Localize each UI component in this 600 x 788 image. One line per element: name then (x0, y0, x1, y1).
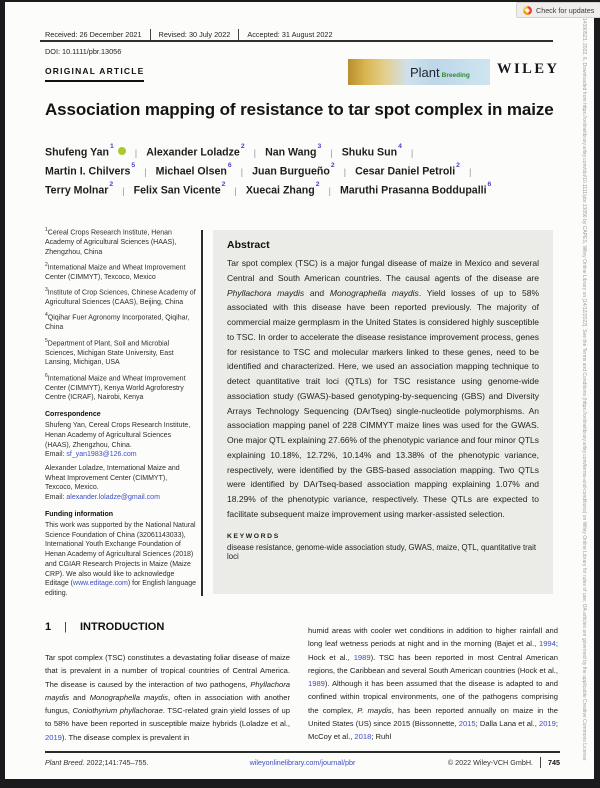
inline-link[interactable]: 2018 (354, 732, 372, 742)
affiliation (45, 226, 196, 257)
column-divider (201, 230, 203, 596)
funding-text (45, 521, 196, 599)
affiliation-text: Cereal Crops Research Institute, Henan Academy of Agricultural Sciences (HAAS), Zhengzhou, China (45, 229, 177, 256)
author-name: Felix San Vicente (133, 184, 221, 197)
text-segment: Coniothyrium phyllachorae (72, 706, 163, 716)
author-name: Nan Wang (265, 146, 317, 159)
author-separator: | (253, 147, 257, 159)
author-name: Cesar Daniel Petroli (355, 165, 456, 178)
text-segment: ; Dalla Lana et al., (475, 719, 539, 729)
email-link[interactable]: alexander.loladze@gmail.com (66, 494, 160, 502)
affiliation (45, 261, 196, 283)
page-footer (45, 757, 560, 768)
author-separator: | (328, 185, 331, 197)
author-separator: | (240, 166, 244, 178)
author (265, 143, 322, 159)
email-label: Email: (45, 451, 67, 459)
text-segment: , often in association with another fungus, (45, 692, 291, 716)
author-name: Michael Olsen (155, 165, 227, 178)
doi-text: DOI: 10.1111/pbr.13056 (45, 47, 122, 56)
text-segment: Phyllachora maydis (227, 287, 305, 298)
left-info-column (45, 226, 196, 599)
section-pipe: | (64, 621, 67, 633)
received-date: Received: 26 December 2021 (45, 30, 142, 39)
text-segment: This work was supported by the National Natural Science Foundation of China (32061143033), International Youth Exchange Foundation of Henan Academy of Agricultural Sciences (2018) and CGIAR Research Projects in Maize (Maize CRP). We also would like to acknowledge Editage ( (45, 522, 196, 588)
author (155, 162, 232, 178)
affiliation-sup: 6 (45, 372, 48, 379)
section-number: 1 (45, 621, 52, 633)
authors-row-2 (45, 162, 560, 184)
inline-link[interactable]: 2019 (538, 719, 556, 729)
correspondence-heading: Correspondence (45, 411, 101, 419)
correspondence-block (45, 421, 196, 460)
text-segment: ) for English language editing. (45, 580, 196, 597)
affiliation-sup: 5 (45, 337, 48, 344)
correspondence-text: Shufeng Yan, Cereal Crops Research Institute, Henan Academy of Agricultural Sciences (HAAS), Zhengzhou, China. (45, 422, 191, 449)
author (45, 162, 136, 178)
keywords-heading: KEYWORDS (227, 532, 280, 540)
intro-paragraph-right (308, 624, 558, 744)
inline-link[interactable]: 1994 (538, 639, 556, 649)
affiliation-text: Department of Plant, Soil and Microbial Sciences, Michigan State University, East Lansing, Michigan, USA (45, 339, 174, 367)
abstract-panel (213, 230, 553, 594)
author-name: Maruthi Prasanna Boddupalli (339, 184, 487, 197)
author-sup: 2 (315, 181, 320, 188)
author-sup: 3 (317, 143, 322, 150)
intro-paragraph-left (45, 651, 290, 744)
affiliation-sup: 3 (45, 287, 48, 294)
paper-title: Association mapping of resistance to tar spot complex in maize (45, 100, 554, 119)
authors-row-1 (45, 143, 560, 165)
email-label: Email: (45, 494, 67, 502)
affiliation (45, 372, 196, 403)
wiley-logo: WILEY (497, 61, 560, 77)
accepted-date: Accepted: 31 August 2022 (247, 30, 333, 39)
author-name: Terry Molnar (45, 184, 109, 197)
check-for-updates-label: Check for updates (536, 5, 595, 15)
check-for-updates-button[interactable] (516, 2, 600, 18)
author (45, 143, 126, 159)
footer-divider (540, 757, 541, 768)
author-separator: | (122, 185, 125, 197)
author-separator: | (134, 147, 138, 159)
text-segment: and (69, 692, 90, 702)
citation-volume-pages: 2022;141:745–755. (84, 758, 149, 767)
text-segment: ). Although it has been assumed that the disease is adapted to and confined within tropical environments, one of the pathogens comprising the complex, (308, 679, 558, 715)
keywords-text: disease resistance, genome-wide association study, GWAS, maize, QTL, quantitative trait loci (227, 542, 536, 561)
orcid-icon[interactable] (118, 147, 126, 155)
date-separator (150, 29, 151, 40)
text-segment: Monographella maydis (329, 287, 419, 298)
text-segment: ; McCoy et al., (308, 719, 558, 742)
author-separator: | (410, 147, 414, 159)
correspondence-block (45, 464, 196, 503)
correspondence-text: Alexander Loladze, International Maize and Wheat Improvement Center (CIMMYT), Texcoco, Mexico. (45, 465, 180, 492)
journal-name-plant: Plant (410, 64, 440, 80)
author-sup: 2 (221, 181, 226, 188)
funding-heading: Funding information (45, 510, 114, 518)
author-separator: | (343, 166, 347, 178)
author (341, 143, 402, 159)
abstract-heading: Abstract (227, 239, 270, 251)
inline-link[interactable]: 2015 (458, 719, 476, 729)
author-sup: 6 (487, 181, 492, 188)
author-sup: 5 (131, 162, 136, 169)
authors-row-3 (45, 181, 560, 203)
author (45, 181, 114, 197)
email-link[interactable]: sf_yan1983@126.com (66, 451, 137, 459)
affiliation-text: Qiqihar Fuer Agronomy Incorporated, Qiqihar, China (45, 314, 190, 332)
journal-url-link[interactable]: wileyonlinelibrary.com/journal/pbr (249, 758, 356, 767)
author-name: Shuku Sun (341, 146, 398, 159)
author-name: Shufeng Yan (45, 146, 109, 159)
affiliation (45, 286, 196, 308)
plant-breeding-journal-logo (348, 59, 490, 85)
journal-name-breeding: Breeding (441, 71, 470, 79)
abstract-text (227, 256, 539, 522)
text-segment: ; Ruhl (371, 732, 392, 742)
journal-abbrev: Plant Breed. (45, 758, 85, 767)
author-sup: 2 (330, 162, 335, 169)
author (339, 181, 492, 197)
copyright-text: © 2022 Wiley-VCH GmbH. (447, 758, 534, 767)
journal-logo-text (410, 65, 470, 80)
section-heading-introduction (45, 621, 164, 633)
text-segment: , has been reported annually on maize in the United States (US) since 2015 (Bissonnette, (308, 705, 559, 729)
affiliation-sup: 2 (45, 261, 48, 268)
journal-citation (45, 758, 217, 767)
author (355, 162, 460, 178)
revised-date: Revised: 30 July 2022 (158, 30, 231, 39)
author-sup: 1 (109, 143, 114, 150)
inline-link[interactable]: 1989 (308, 679, 325, 689)
author (133, 181, 226, 197)
author-separator: | (330, 147, 333, 159)
author-name: Martin I. Chilvers (45, 165, 131, 178)
author-separator: | (144, 166, 147, 178)
text-segment: ; Hock et al., (308, 639, 558, 662)
author-sup: 2 (456, 162, 460, 169)
text-segment: Phyllachora maydis (45, 679, 290, 702)
text-segment: Tar spot complex (TSC) is a major fungal disease of maize in Mexico and several Central and South American countries. The causal agents of the disease are (227, 258, 539, 283)
footer-right-group (388, 757, 560, 768)
text-segment: ). The disease complex is prevalent in (61, 732, 190, 742)
download-provenance-sidebar-text: 14390523, 2022, 6, Downloaded from https://onlinelibrary.wiley.com/doi/10.1111/pbr.13056 by CAPES, Wiley Online Library on [14/12/2022]. See the Terms and Conditions (https://onlinelibrary.wiley.com/terms-and-conditions) on Wiley Online Library for rules of use; OA articles are governed by the applicable Creative Commons License (581, 18, 587, 761)
section-title: INTRODUCTION (79, 621, 165, 633)
footer-rule (45, 751, 560, 753)
text-segment: P. maydis (357, 705, 392, 715)
manuscript-dates (45, 29, 333, 40)
crossmark-icon (523, 6, 532, 15)
author (252, 162, 335, 178)
affiliation-sup: 4 (45, 312, 48, 319)
author-sup: 4 (398, 143, 402, 150)
header-rule (40, 40, 553, 42)
author-name: Xuecai Zhang (245, 184, 315, 197)
affiliation-sup: 1 (45, 227, 48, 233)
text-segment: . TSC-related grain yield losses of up to 58% have been reported in susceptible maize hybrids (Loladze et al., (45, 706, 290, 729)
affiliation (45, 337, 196, 368)
text-segment: Tar spot complex (TSC) constitutes a devastating foliar disease of maize that is prevalent in a number of tropical countries of Central America. The disease is caused by the interaction of two pathogens, (45, 653, 290, 689)
affiliation-text: International Maize and Wheat Improvement Center (CIMMYT), Kenya World Agroforestry Centre (ICRAF), Nairobi, Kenya (45, 374, 186, 402)
inline-link[interactable]: 1989 (353, 652, 371, 662)
author-separator: | (468, 166, 472, 178)
page-number: 745 (548, 758, 561, 767)
text-segment: ). TSC has been reported in most Central American regions, the Caribbean and several South American countries (Hock et al., (308, 652, 558, 675)
author-name: Alexander Loladze (146, 146, 240, 159)
text-segment: . Yield losses of up to 58% associated with this disease have been reported previously. The majority of commercial maize germplasm in the United States is considered highly susceptible to TSC. In order to accelerate the disease resistance improvement process, genes for resistance to TSC and molecular markers linked to these genes, need to be identified and characterized. Here, we used an association mapping technique to detect quantitative trait loci (QTLs) for TSC resistance using genome-wide association study (GWAS)-based genotyping-by-sequencing (GBS) and Diversity Arrays Technology Sequencing (DArTseq) single-nucleotide polymorphisms. An association mapping panel of 228 CIMMYT maize lines was used for the GWAS. One major QTL explaining 27.66% of the phenotypic variance and four minor QTLs explaining 10.18%, 12.72%, 10.14% and 13.38% of the phenotypic variance, respectively, were identified by the GBS-based association mapping. Two QTLs were identified by DArTseq-based association mapping explaining 1.07% and 18.29% of the phenotypic variance, respectively. These QTLs are expected to facilitate subsequent maize improvement using marker-assisted selection. (227, 287, 540, 519)
date-separator (238, 29, 239, 40)
author-sup: 2 (109, 181, 114, 188)
article-type-label: ORIGINAL ARTICLE (45, 66, 144, 82)
text-segment: Monographella maydis (89, 692, 168, 702)
author-sup: 2 (240, 143, 245, 150)
author-name: Juan Burgueño (252, 165, 330, 178)
author-sup: 6 (227, 162, 232, 169)
affiliation (45, 311, 196, 333)
affiliation-text: Institute of Crop Sciences, Chinese Academy of Agricultural Sciences (CAAS), Beijing, China (45, 289, 196, 307)
author (146, 143, 245, 159)
author-separator: | (234, 185, 237, 197)
text-segment: and (304, 287, 330, 298)
text-segment: humid areas with cooler wet conditions in addition to higher rainfall and long leaf wetness periods at night and in the morning (Bajet et al., (308, 626, 558, 649)
author (245, 181, 320, 197)
inline-link[interactable]: www.editage.com (73, 580, 128, 588)
author-list (45, 143, 560, 203)
affiliation-text: International Maize and Wheat Improvement Center (CIMMYT), Texcoco, Mexico (45, 264, 186, 281)
inline-link[interactable]: 2019 (45, 732, 62, 742)
